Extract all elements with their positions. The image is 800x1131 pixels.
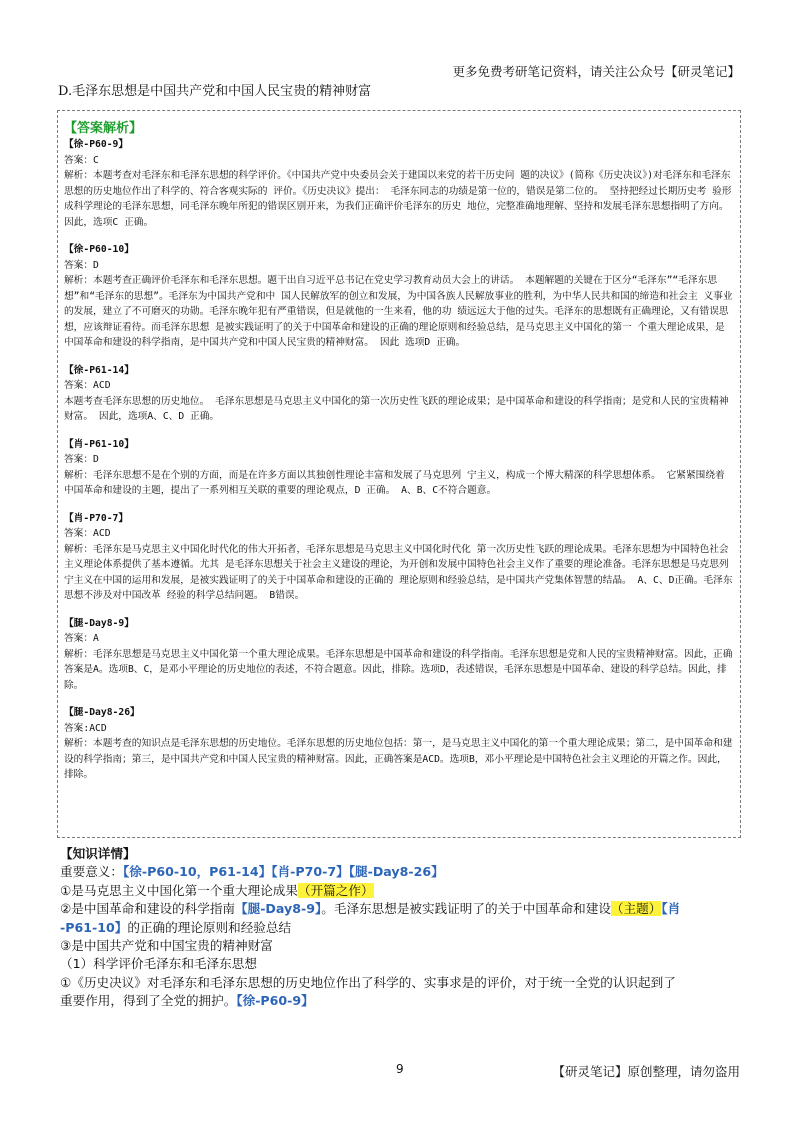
item-2-ref-b1: 【肖 <box>661 901 681 917</box>
section-explanation: 本题考查毛泽东思想的历史地位。 毛泽东思想是马克思主义中国化的第一次历史性飞跃的理论成果；是中国革命和建设的科学指南；是党和人民的宝贵精神财富。 因此，选项A、C、D 正确。 <box>64 395 729 422</box>
item-3-text: ③是中国共产党和中国宝贵的精神财富 <box>60 938 273 954</box>
header-promo-note: 更多免费考研笔记资料，请关注公众号【研灵笔记】 <box>452 64 740 79</box>
section-explanation: 解析：本题考查正确评价毛泽东和毛泽东思想。题干出自习近平总书记在党史学习教育动员大会上的讲话。 本题解题的关键在于区分“毛泽东”“毛泽东思想”和“毛泽东的思想”。毛泽东为中国共产党和中 国人民解放军的创立和发展，为中国各族人民解放事业的胜利，为中华人民共和国的缔造和社会主 义事业的发展，建立了不可磨灭的功勋。毛泽东晚年犯有严重错误，但是就他的一生来看，他的功 绩远远大于他的过失。毛泽东的思想既有正确理论，又有错误思想，应该辩证看待。而毛泽东思想 是被实践证明了的关于中国革命和建设的正确的理论原则和经验总结，是马克思主义中国化的第一 个重大理论成果，是中国革命和建设的科学指南，是中国共产党和中国人民宝贵的精神财富。 因此 选项D 正确。 <box>64 275 733 348</box>
analysis-section <box>64 705 734 783</box>
section-answer: 答案：A <box>64 633 99 644</box>
answer-analysis-box <box>57 110 741 838</box>
option-d-line: D.毛泽东思想是中国共产党和中国人民宝贵的精神财富 <box>58 84 372 99</box>
section-explanation: 解析：本题考查的知识点是毛泽东思想的历史地位。毛泽东思想的历史地位包括：第一，是马克思主义中国化的第一个重大理论成果；第二，是中国革命和建设的科学指南；第三，是中国共产党和中国人民宝贵的精神财富。因此，正确答案是ACD。选项B，邓小平理论是中国特色社会主义理论的开篇之作。因此，排除。 <box>64 738 733 780</box>
item-1-text: ①是马克思主义中国化第一个重大理论成果 <box>60 882 298 898</box>
section-source: 【徐-P60-9】 <box>64 139 129 150</box>
analysis-section <box>64 242 734 351</box>
section-answer: 答案：C <box>64 154 99 166</box>
sub-item-1-text-b: 重要作用，得到了全党的拥护。 <box>60 993 237 1009</box>
analysis-section <box>64 363 734 425</box>
importance-item-3 <box>60 937 750 955</box>
item-1-highlight: （开篇之作） <box>297 882 374 898</box>
importance-item-2 <box>60 900 750 918</box>
item-2-text-a: ②是中国革命和建设的科学指南 <box>60 901 236 917</box>
importance-label: 重要意义： <box>60 864 123 880</box>
knowledge-details <box>60 845 750 1011</box>
sub-item-1-cont <box>60 992 750 1010</box>
section-source: 【肖-P70-7】 <box>64 512 129 524</box>
item-2-ref-b2: -P61-10】 <box>60 919 128 935</box>
section-explanation: 解析：本题考查对毛泽东和毛泽东思想的科学评价。《中国共产党中央委员会关于建国以来党的若干历史问 题的决议》(简称《历史决议》)对毛泽东和毛泽东思想的历史地位作出了科学的、符合客观实际的 评价。《历史决议》提出： 毛泽东同志的功绩是第一位的，错误是第二位的。 坚持把经过长期历史考 验形成科学理论的毛泽东思想，同毛泽东晚年所犯的错误区别开来，为我们正确评价毛泽东的历史 地位，完整准确地理解、坚持和发展毛泽东思想指明了方向。因此，选项C 正确。 <box>64 170 732 228</box>
section-source: 【徐-P61-14】 <box>64 364 134 376</box>
analysis-section <box>64 511 734 604</box>
item-2-ref-a: 【腿-Day8-9】 <box>235 901 322 917</box>
section-source: 【肖-P61-10】 <box>64 438 134 450</box>
section-answer: 答案：ACD <box>64 380 111 391</box>
section-explanation: 解析：毛泽东思想是马克思主义中国化第一个重大理论成果。毛泽东思想是中国革命和建设的科学指南。毛泽东思想是党和人民的宝贵精神财富。因此，正确答案是A。选项B、C，是邓小平理论的历史地位的表述，不符合题意。因此，排除。选项D，表述错误，毛泽东思想是中国革命、建设的科学总结。因此，排除。 <box>64 648 733 691</box>
section-source: 【腿-Day8-26】 <box>64 707 140 718</box>
item-2-text-b: 。毛泽东思想是被实践证明了的关于中国革命和建设 <box>321 901 611 917</box>
sub-item-1-ref: 【徐-P60-9】 <box>236 993 314 1009</box>
section-explanation: 解析：毛泽东是马克思主义中国化时代化的伟大开拓者，毛泽东思想是马克思主义中国化时代化 第一次历史性飞跃的理论成果。毛泽东思想为中国特色社会主义理论体系提供了基本遵循。尤其 是毛泽东思想关于社会主义建设的理论，为开创和发展中国特色社会主义作了重要的理论准备。毛泽东思想是马克思列宁主义在中国的运用和发展，是被实践证明了的关于中国革命和建设的正确的 理论原则和经验总结，是中国共产党集体智慧的结晶。 A、C、D正确。毛泽东思想不涉及对中国改革 经验的科学总结问题。 B错误。 <box>64 543 733 601</box>
section-source: 【腿-Day8-9】 <box>64 617 134 629</box>
importance-item-1 <box>60 882 750 900</box>
item-2-text-c: 的正确的理论原则和经验总结 <box>127 919 292 935</box>
sub-heading <box>60 955 750 973</box>
importance-refs: 【徐-P60-10，P61-14】【肖-P70-7】【腿-Day8-26】 <box>122 864 444 880</box>
analysis-section <box>64 437 734 499</box>
answer-analysis-title: 【答案解析】 <box>64 121 143 136</box>
section-answer: 答案：D <box>64 259 99 271</box>
section-answer: 答案:ACD <box>64 722 107 734</box>
analysis-section <box>64 137 734 230</box>
importance-line <box>60 863 750 881</box>
section-answer: 答案：D <box>64 454 99 465</box>
item-2-highlight: （主题） <box>610 901 662 917</box>
sub-heading-text: （1）科学评价毛泽东和毛泽东思想 <box>60 956 257 972</box>
section-source: 【徐-P60-10】 <box>64 244 134 255</box>
section-explanation: 解析：毛泽东思想不是在个别的方面，而是在许多方面以其独创性理论丰富和发展了马克思列 宁主义，构成一个博大精深的科学思想体系。 它紧紧围绕着中国革命和建设的主题，提出了一系列相互关联的重要的理论观点，D 正确。 A、B、C不符合题意。 <box>64 469 725 496</box>
sub-item-1 <box>60 974 750 992</box>
footer-note: 【研灵笔记】原创整理，请勿盗用 <box>552 1064 740 1079</box>
sub-item-1-text-a: ①《历史决议》对毛泽东和毛泽东思想的历史地位作出了科学的、实事求是的评价，对于统一全党的认识起到了 <box>60 974 676 990</box>
section-answer: 答案：ACD <box>64 528 111 539</box>
page-number: 9 <box>396 1062 404 1076</box>
importance-item-2-cont <box>60 919 750 937</box>
analysis-section <box>64 616 734 694</box>
knowledge-title: 【知识详情】 <box>60 846 136 861</box>
